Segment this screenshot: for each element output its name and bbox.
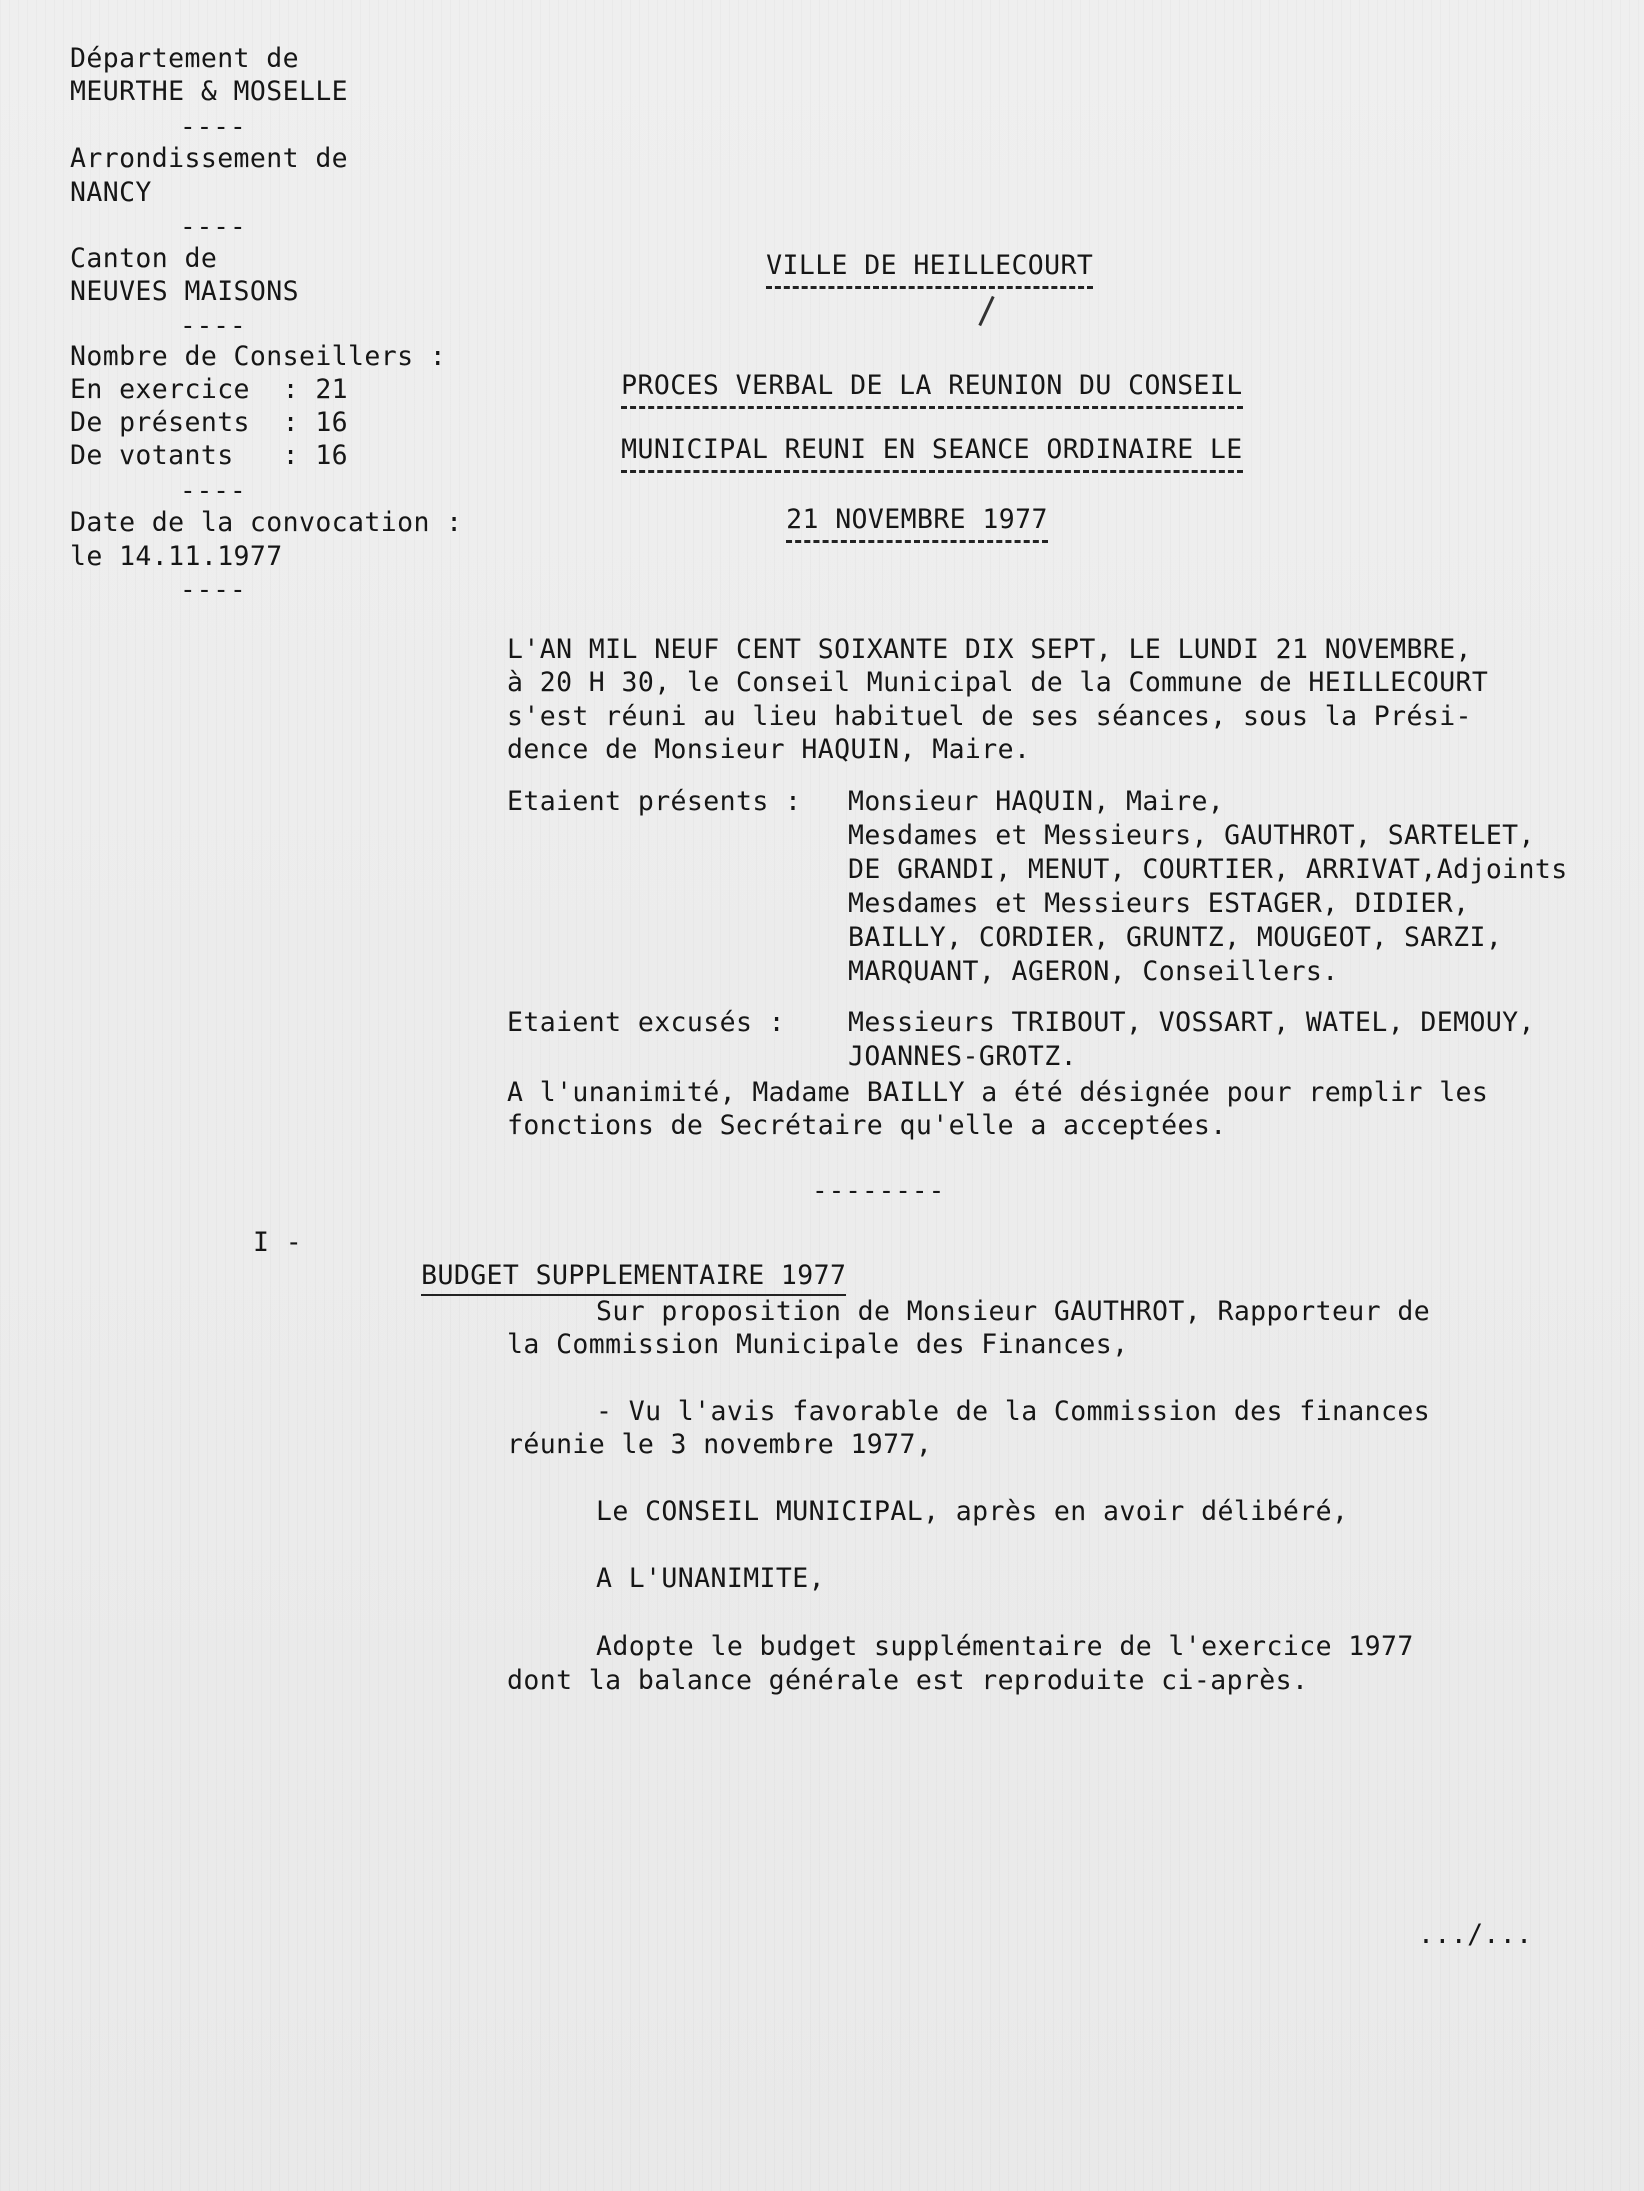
presents-line: Mesdames et Messieurs ESTAGER, DIDIER,: [848, 888, 1470, 919]
ville-title: VILLE DE HEILLECOURT: [766, 250, 1093, 289]
paragraph-line: dont la balance générale est reproduite ci-après.: [507, 1665, 1309, 1696]
intro-line: dence de Monsieur HAQUIN, Maire.: [507, 734, 1031, 765]
convocation-label: Date de la convocation :: [70, 507, 463, 538]
excuses-line: JOANNES-GROTZ.: [848, 1041, 1077, 1072]
paragraph-line: réunie le 3 novembre 1977,: [507, 1429, 933, 1460]
intro-line: à 20 H 30, le Conseil Municipal de la Commune de HEILLECOURT: [507, 667, 1489, 698]
arrondissement-name: NANCY: [70, 177, 152, 208]
excuses-label: Etaient excusés :: [507, 1007, 786, 1038]
meeting-date: 21 NOVEMBRE 1977: [786, 504, 1048, 543]
departement-label: Département de: [70, 43, 299, 74]
canton-label: Canton de: [70, 243, 218, 274]
presents-line: DE GRANDI, MENUT, COURTIER, ARRIVAT,Adjoints: [848, 854, 1568, 885]
separator: ----: [180, 112, 247, 142]
paragraph-line: - Vu l'avis favorable de la Commission des finances: [596, 1396, 1431, 1427]
intro-line: s'est réuni au lieu habituel de ses séances, sous la Prési-: [507, 701, 1472, 732]
departement-name: MEURTHE & MOSELLE: [70, 76, 349, 107]
presents-line: Mesdames et Messieurs, GAUTHROT, SARTELET,: [848, 820, 1535, 851]
paragraph-line: Adopte le budget supplémentaire de l'exercice 1977: [596, 1631, 1414, 1662]
secretaire-line: A l'unanimité, Madame BAILLY a été désignée pour remplir les: [507, 1077, 1489, 1108]
separator: ----: [180, 575, 247, 605]
intro-line: L'AN MIL NEUF CENT SOIXANTE DIX SEPT, LE LUNDI 21 NOVEMBRE,: [507, 634, 1472, 665]
conseillers-title: Nombre de Conseillers :: [70, 341, 447, 372]
convocation-date: le 14.11.1977: [70, 541, 283, 572]
secretaire-line: fonctions de Secrétaire qu'elle a acceptées.: [507, 1110, 1227, 1141]
section-number: I -: [253, 1227, 303, 1258]
canton-name: NEUVES MAISONS: [70, 276, 299, 307]
paragraph-line: Le CONSEIL MUNICIPAL, après en avoir délibéré,: [596, 1496, 1349, 1527]
presents-line: Monsieur HAQUIN, Maire,: [848, 786, 1225, 817]
separator: ----: [180, 476, 247, 506]
proces-verbal-line2: MUNICIPAL REUNI EN SEANCE ORDINAIRE LE: [621, 434, 1242, 473]
proces-verbal-line1: PROCES VERBAL DE LA REUNION DU CONSEIL: [621, 370, 1242, 409]
continuation-mark: .../...: [1418, 1919, 1533, 1950]
paragraph-line: A L'UNANIMITE,: [596, 1563, 825, 1594]
presents-count: De présents : 16: [70, 407, 349, 438]
votants-count: De votants : 16: [70, 440, 349, 471]
presents-line: MARQUANT, AGERON, Conseillers.: [848, 956, 1339, 987]
paragraph-line: la Commission Municipale des Finances,: [507, 1329, 1129, 1360]
separator: ----: [180, 212, 247, 242]
section-divider: --------: [812, 1176, 946, 1206]
paragraph-line: Sur proposition de Monsieur GAUTHROT, Rapporteur de: [596, 1296, 1431, 1327]
presents-line: BAILLY, CORDIER, GRUNTZ, MOUGEOT, SARZI,: [848, 922, 1503, 953]
en-exercice: En exercice : 21: [70, 374, 349, 405]
arrondissement-label: Arrondissement de: [70, 143, 349, 174]
presents-label: Etaient présents :: [507, 786, 802, 817]
section-title: BUDGET SUPPLEMENTAIRE 1977: [421, 1260, 846, 1296]
excuses-line: Messieurs TRIBOUT, VOSSART, WATEL, DEMOUY,: [848, 1007, 1535, 1038]
separator: ----: [180, 311, 247, 341]
